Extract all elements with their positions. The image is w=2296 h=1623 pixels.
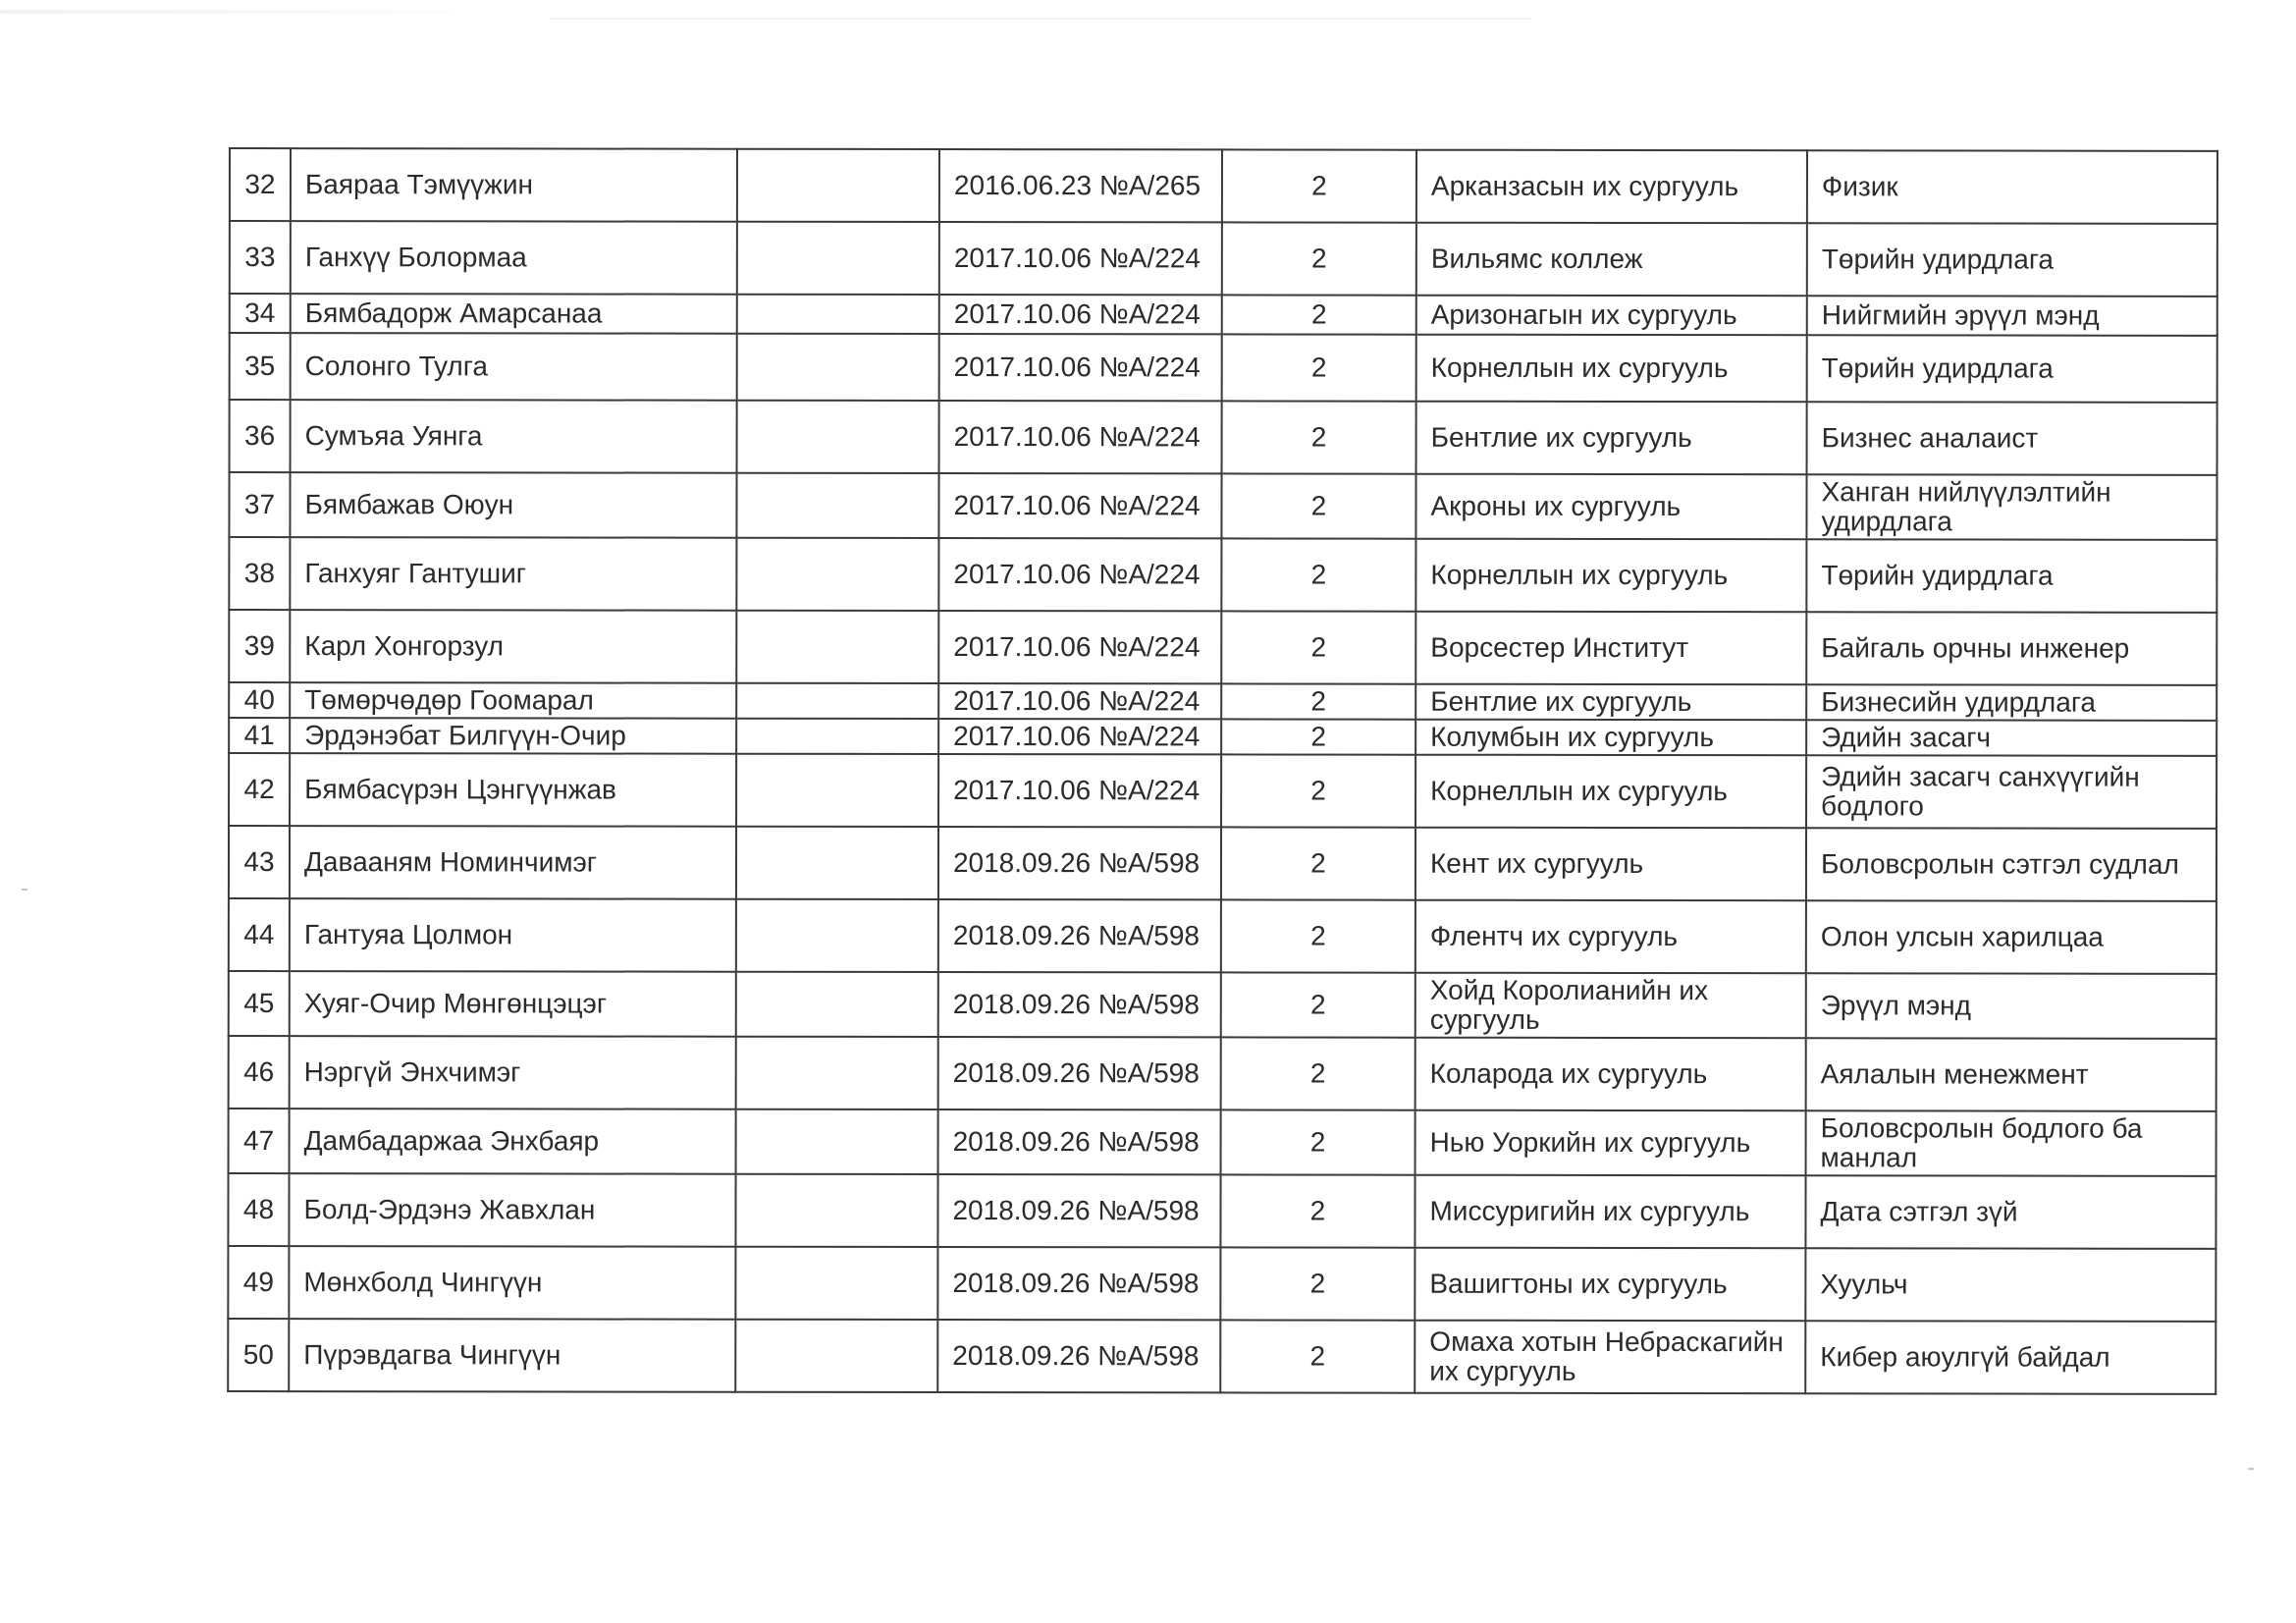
- row-number: 38: [229, 537, 290, 610]
- school-name: Омаха хотын Небраскагийн их сургууль: [1415, 1321, 1805, 1394]
- table-row: [230, 221, 2217, 297]
- school-name: Бентлие их сургууль: [1416, 402, 1807, 475]
- study-field: Хуульч: [1805, 1248, 2216, 1322]
- scholarship-roster-table: [227, 147, 2218, 1395]
- count-value: 2: [1222, 222, 1416, 295]
- count-value: 2: [1222, 149, 1416, 222]
- empty-cell: [736, 1037, 938, 1109]
- order-reference: 2018.09.26 №А/598: [938, 972, 1221, 1037]
- count-value: 2: [1221, 1109, 1415, 1174]
- study-field: Олон улсын харилцаа: [1806, 900, 2216, 974]
- table-row: [229, 826, 2216, 901]
- table-row: [229, 1036, 2216, 1111]
- table-row: [230, 400, 2217, 475]
- school-name: Вильямс коллеж: [1416, 223, 1807, 297]
- student-name: Хуяг-Очир Мөнгөнцэцэг: [290, 971, 736, 1037]
- order-reference: 2016.06.23 №А/265: [939, 149, 1222, 222]
- study-field: Ханган нийлүүлэлтийн удирдлага: [1806, 474, 2216, 540]
- row-number: 48: [228, 1173, 289, 1246]
- count-value: 2: [1221, 1037, 1415, 1109]
- order-reference: 2017.10.06 №А/224: [939, 222, 1222, 295]
- study-field: Төрийн удирдлага: [1806, 539, 2216, 613]
- empty-cell: [736, 754, 938, 827]
- order-reference: 2017.10.06 №А/224: [939, 334, 1222, 401]
- empty-cell: [736, 827, 938, 899]
- row-number: 42: [229, 753, 290, 826]
- count-value: 2: [1220, 1174, 1415, 1247]
- empty-cell: [736, 972, 938, 1037]
- study-field: Нийгмийн эрүүл мэнд: [1807, 296, 2217, 336]
- order-reference: 2018.09.26 №А/598: [938, 1037, 1221, 1109]
- study-field: Төрийн удирдлага: [1807, 223, 2217, 297]
- count-value: 2: [1220, 1247, 1415, 1320]
- scan-edge-shadow: [0, 10, 452, 14]
- row-number: 50: [228, 1319, 289, 1391]
- student-name: Даваaням Номинчимэг: [290, 826, 736, 899]
- scan-speck: [2248, 1468, 2254, 1470]
- student-name: Ганхүү Болормаа: [291, 221, 737, 295]
- empty-cell: [736, 1109, 938, 1174]
- row-number: 43: [229, 826, 290, 898]
- school-name: Хойд Королианийн их сургууль: [1415, 973, 1806, 1039]
- table-row: [228, 1173, 2216, 1249]
- student-name: Төмөрчөдөр Гоомарал: [290, 682, 736, 719]
- empty-cell: [736, 899, 938, 972]
- empty-cell: [736, 683, 938, 719]
- table-row: [229, 753, 2216, 829]
- table-row: [228, 1319, 2216, 1394]
- count-value: 2: [1221, 611, 1415, 683]
- order-reference: 2017.10.06 №А/224: [938, 754, 1221, 827]
- empty-cell: [737, 149, 939, 222]
- order-reference: 2017.10.06 №А/224: [939, 295, 1222, 334]
- empty-cell: [737, 334, 939, 401]
- school-name: Вашигтоны их сургууль: [1415, 1248, 1805, 1322]
- school-name: Аризонагын их сургууль: [1416, 296, 1807, 336]
- row-number: 37: [229, 472, 290, 537]
- order-reference: 2018.09.26 №А/598: [938, 827, 1221, 899]
- student-name: Баяраа Тэмүүжин: [291, 148, 737, 222]
- order-reference: 2018.09.26 №А/598: [937, 1174, 1220, 1247]
- study-field: Эдийн засагч: [1806, 720, 2216, 756]
- order-reference: 2017.10.06 №А/224: [938, 611, 1221, 683]
- count-value: 2: [1221, 754, 1415, 827]
- study-field: Төрийн удирдлага: [1807, 335, 2217, 403]
- empty-cell: [736, 611, 938, 683]
- student-name: Сумъяа Уянга: [291, 400, 737, 473]
- order-reference: 2017.10.06 №А/224: [938, 683, 1221, 719]
- table-row: [228, 1246, 2216, 1322]
- study-field: Боловсролын сэтгэл судлал: [1806, 828, 2216, 901]
- school-name: Коларода их сургууль: [1415, 1038, 1806, 1111]
- school-name: Корнеллын их сургууль: [1415, 539, 1806, 613]
- count-value: 2: [1221, 683, 1415, 719]
- table-row: [229, 971, 2216, 1039]
- empty-cell: [735, 1320, 937, 1392]
- order-reference: 2017.10.06 №А/224: [938, 473, 1221, 538]
- table-row: [229, 682, 2216, 721]
- study-field: Физик: [1807, 150, 2217, 224]
- count-value: 2: [1221, 899, 1415, 972]
- order-reference: 2018.09.26 №А/598: [937, 1247, 1220, 1320]
- school-name: Арканзасын их сургууль: [1416, 150, 1807, 224]
- row-number: 46: [229, 1036, 290, 1109]
- order-reference: 2018.09.26 №А/598: [938, 1109, 1221, 1174]
- order-reference: 2017.10.06 №А/224: [938, 538, 1221, 611]
- school-name: Корнеллын их сургууль: [1415, 755, 1806, 829]
- study-field: Бизнес аналаист: [1807, 402, 2217, 475]
- table-row: [229, 1109, 2216, 1176]
- table-row: [229, 472, 2216, 540]
- empty-cell: [737, 222, 939, 295]
- student-name: Гантуяа Цолмон: [290, 898, 736, 972]
- order-reference: 2017.10.06 №А/224: [939, 401, 1222, 473]
- row-number: 49: [228, 1246, 289, 1319]
- school-name: Кент их сургууль: [1415, 828, 1806, 901]
- empty-cell: [735, 1247, 937, 1320]
- row-number: 35: [230, 333, 291, 400]
- count-value: 2: [1221, 719, 1415, 754]
- student-name: Дамбадаржаа Энхбаяр: [290, 1109, 736, 1174]
- table-row: [229, 537, 2216, 613]
- school-name: Акроны их сургууль: [1415, 474, 1806, 540]
- student-name: Бямбасүрэн Цэнгүүнжав: [290, 753, 736, 827]
- empty-cell: [735, 1174, 937, 1247]
- empty-cell: [736, 719, 938, 754]
- study-field: Аялалын менежмент: [1806, 1038, 2216, 1111]
- student-name: Мөнхболд Чингүүн: [289, 1246, 735, 1320]
- row-number: 45: [229, 971, 290, 1036]
- school-name: Корнеллын их сургууль: [1416, 335, 1807, 403]
- student-name: Нэргүй Энхчимэг: [290, 1036, 736, 1109]
- row-number: 40: [229, 682, 290, 718]
- table-row: [230, 333, 2217, 403]
- empty-cell: [736, 538, 938, 611]
- study-field: Байгаль орчны инженер: [1806, 612, 2216, 685]
- row-number: 41: [229, 718, 290, 753]
- count-value: 2: [1222, 334, 1416, 401]
- row-number: 47: [229, 1109, 290, 1173]
- student-name: Эрдэнэбат Билгүүн-Очир: [290, 718, 736, 754]
- study-field: Бизнесийн удирдлага: [1806, 684, 2216, 721]
- empty-cell: [737, 295, 939, 334]
- school-name: Нью Уоркийн их сургууль: [1415, 1110, 1806, 1176]
- row-number: 33: [230, 221, 291, 294]
- empty-cell: [736, 473, 938, 538]
- school-name: Бентлие их сургууль: [1415, 684, 1806, 721]
- count-value: 2: [1221, 827, 1415, 899]
- student-name: Бямбажав Оюун: [290, 472, 736, 538]
- scan-edge-line: [550, 18, 1531, 20]
- count-value: 2: [1222, 295, 1416, 334]
- table-row: [230, 294, 2217, 336]
- study-field: Кибер аюулгүй байдал: [1805, 1321, 2216, 1394]
- study-field: Дата сэтгэл зүй: [1805, 1175, 2216, 1249]
- row-number: 44: [229, 898, 290, 971]
- order-reference: 2018.09.26 №А/598: [937, 1320, 1220, 1392]
- student-name: Ганхуяг Гантушиг: [290, 537, 736, 611]
- student-name: Карл Хонгорзул: [290, 610, 736, 683]
- student-name: Бямбадорж Амарсанаа: [291, 294, 737, 334]
- school-name: Колумбын их сургууль: [1415, 720, 1806, 756]
- count-value: 2: [1222, 401, 1416, 473]
- order-reference: 2017.10.06 №А/224: [938, 719, 1221, 754]
- student-name: Солонго Тулга: [291, 333, 737, 401]
- table-row: [230, 148, 2217, 224]
- study-field: Боловсролын бодлого ба манлал: [1806, 1110, 2216, 1176]
- student-name: Болд-Эрдэнэ Жавхлан: [289, 1173, 735, 1247]
- study-field: Эрүүл мэнд: [1806, 973, 2216, 1039]
- empty-cell: [737, 401, 939, 473]
- table-row: [229, 610, 2216, 685]
- row-number: 36: [230, 400, 291, 472]
- school-name: Флентч их сургууль: [1415, 900, 1806, 974]
- row-number: 34: [230, 294, 291, 333]
- order-reference: 2018.09.26 №А/598: [938, 899, 1221, 972]
- student-name: Пүрэвдагва Чингүүн: [289, 1319, 735, 1392]
- table-row: [229, 718, 2216, 756]
- count-value: 2: [1221, 538, 1415, 611]
- school-name: Миссуригийн их сургууль: [1415, 1175, 1805, 1249]
- count-value: 2: [1221, 473, 1415, 538]
- study-field: Эдийн засагч санхүүгийн бодлого: [1806, 755, 2216, 829]
- table-row: [229, 898, 2216, 974]
- row-number: 39: [229, 610, 290, 682]
- count-value: 2: [1220, 1320, 1415, 1392]
- school-name: Ворсестер Институт: [1415, 612, 1806, 685]
- row-number: 32: [230, 148, 291, 221]
- count-value: 2: [1221, 972, 1415, 1037]
- scan-speck: [22, 889, 27, 891]
